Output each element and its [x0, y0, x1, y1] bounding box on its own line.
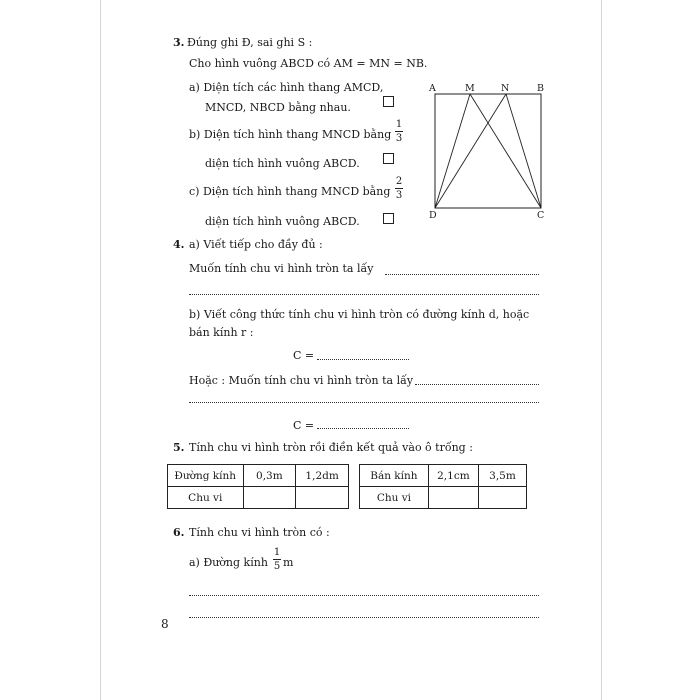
fraction-bar: [395, 131, 403, 132]
exercise-3b-line2: diện tích hình vuông ABCD.: [205, 157, 360, 170]
answer-cell[interactable]: [243, 487, 296, 509]
exercise-3a-line2: MNCD, NBCD bằng nhau.: [205, 101, 351, 114]
answer-checkbox-3b[interactable]: [383, 153, 394, 164]
fraction-denominator: 3: [395, 133, 403, 144]
vertex-label-m: M: [465, 83, 475, 94]
segment-dm: [435, 94, 470, 208]
table-header-cell: Bán kính: [360, 465, 429, 487]
exercise-3c-line2: diện tích hình vuông ABCD.: [205, 215, 360, 228]
exercise-3-number: 3.: [173, 36, 185, 49]
segment-dn: [435, 94, 506, 208]
fraction-two-thirds: [395, 176, 403, 201]
exercise-3b-line1: b) Diện tích hình thang MNCD bằng: [189, 128, 392, 141]
exercise-3-intro: Cho hình vuông ABCD có AM = MN = NB.: [189, 57, 428, 70]
exercise-4a-prompt: Muốn tính chu vi hình tròn ta lấy: [189, 262, 374, 275]
table-header-cell: 0,3m: [243, 465, 296, 487]
fraction-bar: [273, 559, 281, 560]
table-row: [360, 487, 527, 509]
answer-checkbox-3a[interactable]: [383, 96, 394, 107]
fraction-one-third: [395, 119, 403, 144]
answer-cell[interactable]: [296, 487, 349, 509]
table-row-label: Chu vi: [168, 487, 244, 509]
square-abcd-figure: [421, 82, 551, 222]
exercise-3c-line1: c) Diện tích hình thang MNCD bằng: [189, 185, 391, 198]
table-row: [360, 465, 527, 487]
square-outline: [435, 94, 541, 208]
vertex-label-n: N: [501, 83, 510, 94]
fraction-one-fifth: [273, 547, 281, 572]
answer-line-formula-1[interactable]: [317, 359, 409, 360]
answer-line-formula-2[interactable]: [317, 428, 409, 429]
exercise-3a-line1: a) Diện tích các hình thang AMCD,: [189, 81, 384, 94]
answer-checkbox-3c[interactable]: [383, 213, 394, 224]
formula-label-c2: C =: [293, 419, 315, 432]
answer-line-4a-1[interactable]: [385, 274, 539, 275]
exercise-4-number: 4.: [173, 238, 185, 251]
table-row-label: Chu vi: [360, 487, 429, 509]
answer-line-6a-2[interactable]: [189, 617, 539, 618]
exercise-6a-unit: m: [283, 556, 294, 569]
segment-cm: [470, 94, 541, 208]
page-number: 8: [161, 617, 169, 631]
exercise-4b-line1: b) Viết công thức tính chu vi hình tròn có đường kính d, hoặc: [189, 308, 530, 321]
exercise-4b-line2: bán kính r :: [189, 326, 254, 339]
exercise-3-title: Đúng ghi Đ, sai ghi S :: [187, 36, 313, 49]
table-header-cell: Đường kính: [168, 465, 244, 487]
answer-line-4or-1[interactable]: [415, 384, 539, 385]
answer-line-4a-2[interactable]: [189, 294, 539, 295]
answer-cell[interactable]: [428, 487, 478, 509]
exercise-5-number: 5.: [173, 441, 185, 454]
table-header-cell: 1,2dm: [296, 465, 349, 487]
vertex-label-c: C: [537, 210, 545, 221]
exercise-5-title: Tính chu vi hình tròn rồi điền kết quả vào ô trống :: [189, 441, 473, 454]
answer-line-4or-2[interactable]: [189, 402, 539, 403]
exercise-6a-prefix: a) Đường kính: [189, 556, 268, 569]
exercise-6-number: 6.: [173, 526, 185, 539]
fraction-numerator: 1: [273, 547, 281, 558]
exercise-4-or-prompt: Hoặc : Muốn tính chu vi hình tròn ta lấy: [189, 374, 414, 387]
exercise-6-title: Tính chu vi hình tròn có :: [189, 526, 330, 539]
radius-table: [359, 464, 527, 509]
table-header-cell: 2,1cm: [428, 465, 478, 487]
fraction-numerator: 2: [395, 176, 403, 187]
table-row: [168, 465, 349, 487]
table-header-cell: 3,5m: [478, 465, 526, 487]
fraction-denominator: 5: [273, 561, 281, 572]
answer-line-6a-1[interactable]: [189, 595, 539, 596]
fraction-numerator: 1: [395, 119, 403, 130]
vertex-label-d: D: [429, 210, 437, 221]
workbook-page: [100, 0, 602, 700]
answer-cell[interactable]: [478, 487, 526, 509]
formula-label-c1: C =: [293, 349, 315, 362]
exercise-4a-title: a) Viết tiếp cho đầy đủ :: [189, 238, 323, 251]
diameter-table: [167, 464, 349, 509]
vertex-label-a: A: [429, 83, 436, 94]
table-row: [168, 487, 349, 509]
vertex-label-b: B: [537, 83, 544, 94]
fraction-bar: [395, 188, 403, 189]
segment-cn: [506, 94, 541, 208]
fraction-denominator: 3: [395, 190, 403, 201]
